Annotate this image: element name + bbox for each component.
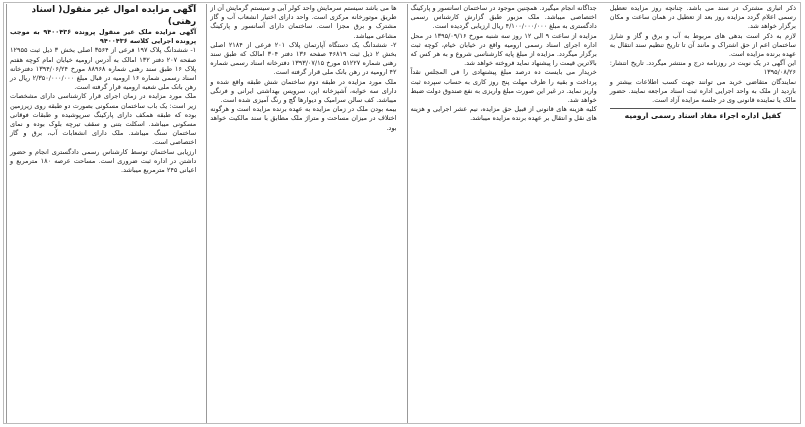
paragraph: این آگهی در یک نوبت در روزنامه درج و منتشر میگردد. تاریخ انتشار: ۱۳۹۵/۰۸/۲۶ [609,59,796,77]
paragraph: ملک مورد مزایده در طبقه دوم ساختمان شش طبقه واقع شده و دارای سه خوابه، آشپزخانه اپن، سرویس بهداشتی ایرانی و فرنگی میباشد. کف سالن سرامیک و دیوارها گچ و رنگ آمیزی شده است. [210,77,397,105]
paragraph: ملک مورد مزایده در زمان اجرای قرار کارشناسی دارای مشخصات زیر است: یک باب ساختمان مسکونی بصورت دو طبقه روی زیرزمین بوده که طبقه همکف دارای پارکینگ سرپوشیده و طبقات فوقانی مسکونی میباشد. اسکلت بتنی و سقف تیرچه بلوک بوده و نمای ساختمان سنگ میباشد. ملک دارای انشعابات آب، برق و گاز اختصاصی است. [10,92,197,147]
paragraph: ۱- ششدانگ پلاک ۱۹۷ فرعی از ۳۵۶۴ اصلی بخش ۳ ذیل ثبت ۱۲۹۵۵ صفحه ۲۰۷ دفتر ۱۳۲ امالک به آدرس ارومیه خیابان امام کوچه هفتم پلاک ۱۶ طبق سند رهنی شماره ۸۸۹۶۸ مورخ ۱۳۹۴/۰۶/۲۴ دفترخانه اسناد رسمی شماره ۱۶ ارومیه در قبال مبلغ ۲/۳۵۰/۰۰۰/۰۰۰ ریال در رهن بانک ملی شعبه ارومیه قرار گرفته است. [10,46,197,92]
paragraph: نمایندگان متقاضی خرید می توانند جهت کسب اطلاعات بیشتر و بازدید از ملک به واحد اجرایی اداره ثبت اسناد مراجعه نمایند. حضور مالک یا نماینده قانونی وی در جلسه مزایده آزاد است. [609,77,796,105]
column-4 [607,4,799,423]
paragraph: بیمه بودن ملک در زمان مزایده به عهده برنده مزایده است و هرگونه اختلاف در میزان مساحت و متراژ ملک مطابق با سند مالکیت خواهد بود. [210,105,397,132]
column-1 [6,4,199,423]
column-4-text [610,4,796,121]
paragraph: ها می باشد سیستم سرمایش واحد کولر آبی و سیستم گرمایش آن از طریق موتورخانه مرکزی است. واحد دارای اختیار انشعاب آب و گاز مشترک و برق مجزا است. ساختمان دارای آسانسور و پارکینگ مشاعی میباشد. [210,4,397,40]
paragraph: ذکر اتباری مشترک در سند می باشد. چنانچه روز مزایده تعطیل رسمی اعلام گردد مزایده روز بعد از تعطیل در همان ساعت و مکان برگزار خواهد شد. [609,4,796,31]
paragraph: ۲- ششدانگ یک دستگاه آپارتمان پلاک ۲۰۱ فرعی از ۲۱۸۴ اصلی بخش ۲ ذیل ثبت ۴۶۸۱۹ صفحه ۱۳۶ دفتر ۳۰۴ امالک که طبق سند رهنی شماره ۵۱۲۲۷ مورخ ۱۳۹۳/۰۷/۱۵ دفترخانه اسناد رسمی شماره ۴۲ ارومیه در رهن بانک ملی قرار گرفته است. [210,40,397,77]
column-3 [407,4,600,423]
auction-notice [6,4,799,423]
paragraph: لازم به ذکر است بدهی های مربوط به آب و برق و گاز و شارژ ساختمان اعم از حق اشتراک و مانند آن تا تاریخ تنظیم سند انتقال به عهده برنده مزایده است. [609,31,796,59]
notice-title: آگهی مزایده اموال غیر منقول( اسناد رهنی) [31,5,197,27]
paragraph: خریدار می بایست ده درصد مبلغ پیشنهادی را فی المجلس نقداً پرداخت و بقیه را ظرف مهلت پنج روز کاری به حساب سپرده ثبت واریز نماید. در غیر این صورت مبلغ واریزی به نفع صندوق دولت ضبط خواهد شد. [410,68,597,105]
column-3-text [411,4,597,124]
paragraph: مزایده از ساعت ۹ الی ۱۲ روز سه شنبه مورخ ۱۳۹۵/۰۹/۱۶ در محل اداره اجرای اسناد رسمی ارومیه واقع در خیابان خیام، کوچه ثبت برگزار میگردد. مزایده از مبلغ پایه کارشناسی شروع و به هر کس که بالاترین قیمت را پیشنهاد نماید فروخته خواهد شد. [410,31,597,68]
paragraph: آگهی مزایده ملک غیر منقول پرونده ۹۴۰۰۴۳۶ به موجب پرونده اجرایی کلاسه ۹۴۰۰۴۳۶ [10,28,197,46]
paragraph: ارزیابی ساختمان توسط کارشناس رسمی دادگستری انجام و حضور داشتن در اداره ثبت ضروری است. مساحت عرصه ۱۸۰ مترمربع و اعیانی ۲۴۵ مترمربع میباشد. [10,147,197,175]
column-2-text [210,4,396,133]
column-2 [206,4,399,423]
column-1-text [10,4,196,175]
paragraph: کلیه هزینه های قانونی از قبیل حق مزایده، نیم عشر اجرایی و هزینه های نقل و انتقال بر عهده برنده مزایده میباشد. [410,105,597,123]
paragraph: جداگانه انجام میگیرد. همچنین موجود در ساختمان اسانسور و پارکینگ اختصاصی میباشد. ملک مزبور طبق گزارش کارشناس رسمی دادگستری به مبلغ ۴/۱۰۰/۰۰۰/۰۰۰ ریال ارزیابی گردیده است. [410,4,597,31]
signature: کفیل اداره اجراء مفاد اسناد رسمی ارومیه [610,108,796,121]
